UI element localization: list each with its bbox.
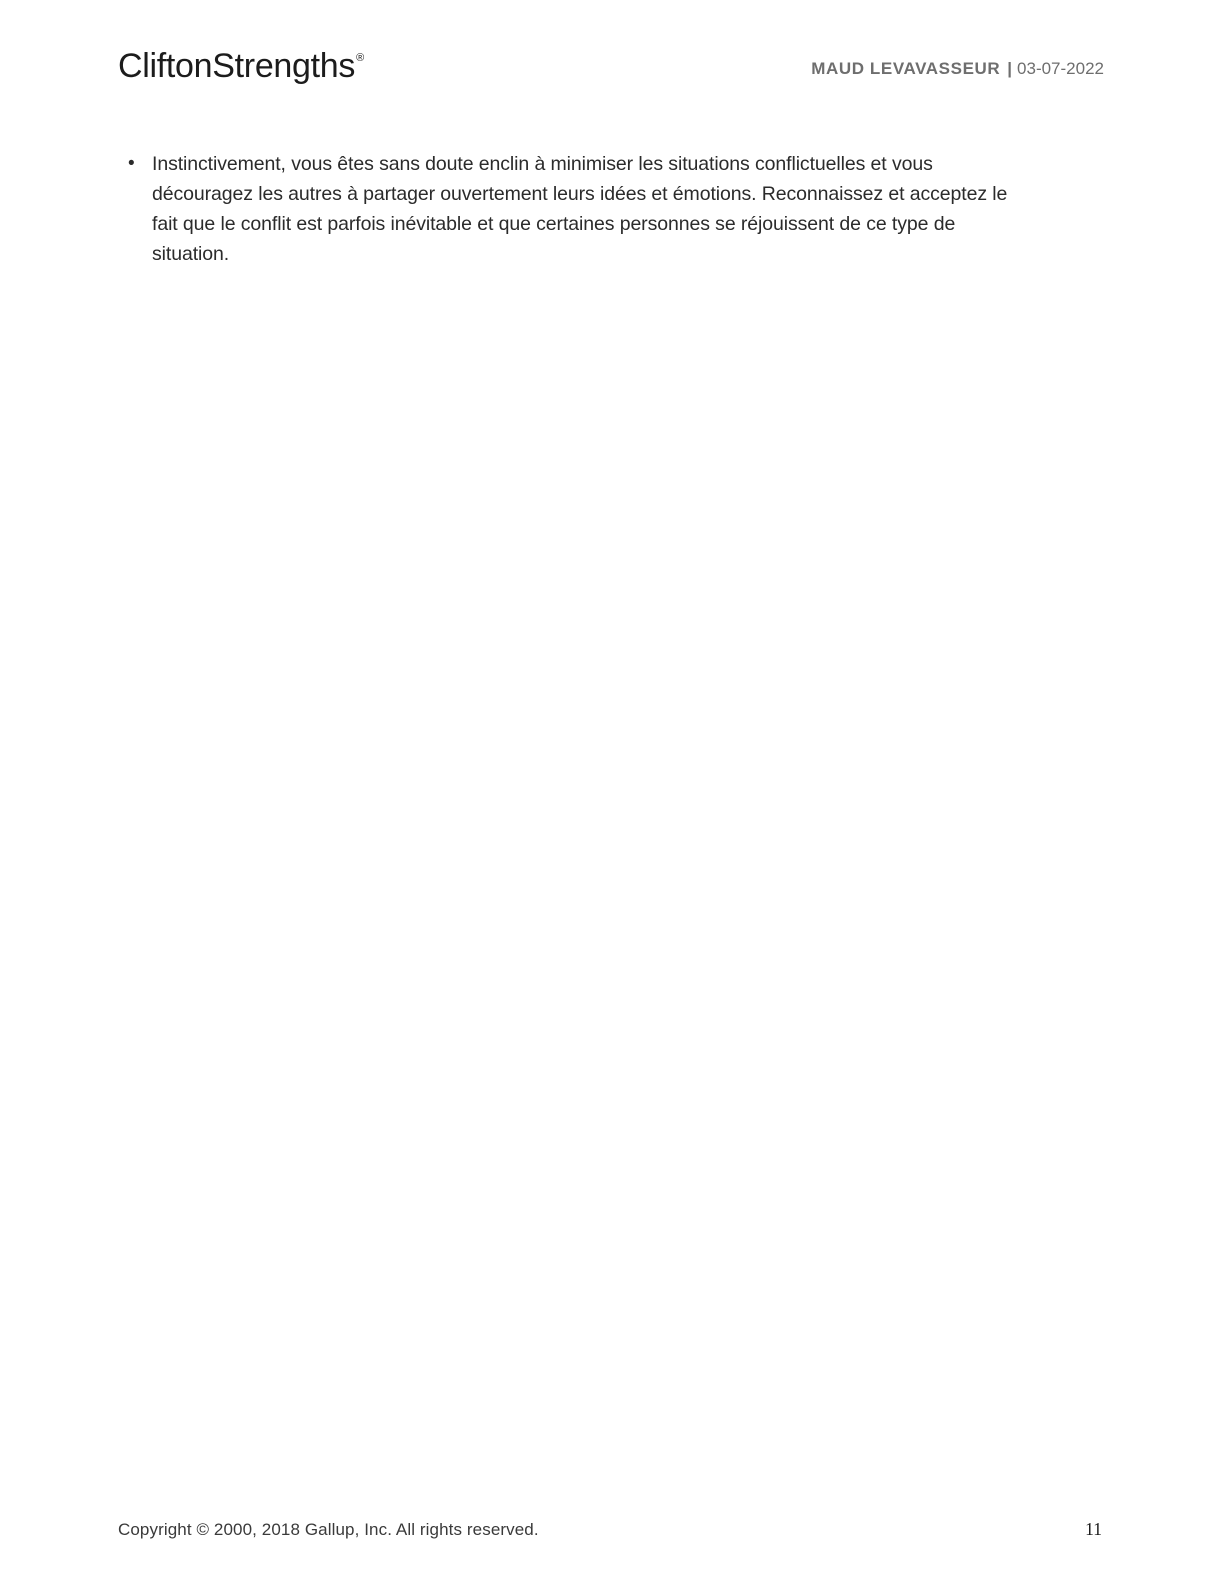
page-content	[0, 149, 1224, 269]
list-item	[118, 149, 1032, 269]
header-meta	[811, 59, 1104, 79]
logo-text: CliftonStrengths	[118, 47, 356, 85]
header-separator: |	[1007, 59, 1013, 78]
report-date: 03-07-2022	[1017, 59, 1104, 78]
page-footer	[0, 1519, 1224, 1540]
report-user-name: MAUD LEVAVASSEUR	[811, 59, 1001, 78]
bullet-text: Instinctivement, vous êtes sans doute enclin à minimiser les situations conflictuelles et vous découragez les autres à partager ouvertement leurs idées et émotions. Reconnaissez et acceptez le fait que le conflit est parfois inévitable et que certaines personnes se réjouissent de ce type de situation.	[152, 153, 1008, 266]
copyright-notice: Copyright © 2000, 2018 Gallup, Inc. All rights reserved.	[118, 1520, 539, 1539]
bullet-list	[118, 149, 1104, 269]
page-number: 11	[1085, 1519, 1102, 1539]
cliftonstrengths-logo	[118, 48, 363, 85]
registered-trademark-symbol: ®	[356, 51, 364, 64]
page-header	[0, 0, 1224, 85]
